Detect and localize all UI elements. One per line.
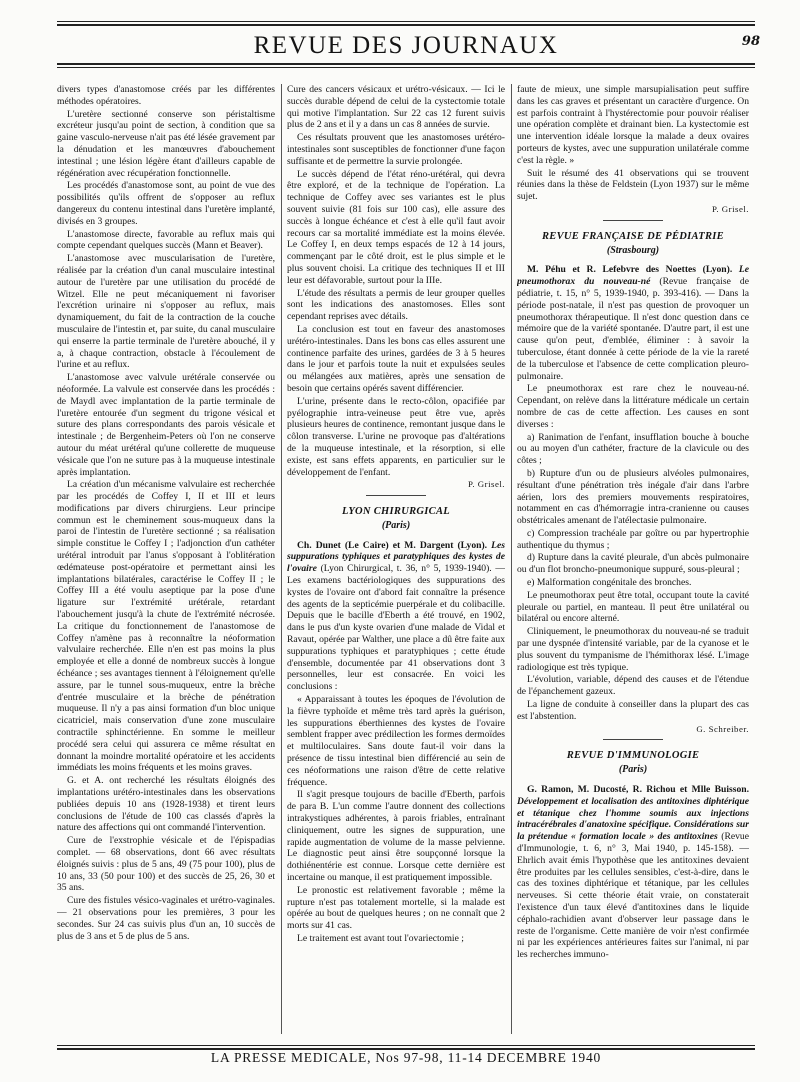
paragraph: Cure des cancers vésicaux et urétro-vésicaux. — Ici le succès durable dépend de celui de la cystectomie totale qui motive l'implantation. Sur 22 cas 12 furent suivis plus de 2 ans et il y a dans un cas 8 années de survie. <box>287 84 505 131</box>
article-title: Développement et localisation des antitoxines diphtérique et tétanique chez l'homme soumis aux injections intracérébrales d'anatoxine spécifique. Considérations sur la prétendue « formation locale » des antitoxines <box>517 795 749 843</box>
page-number: 98 <box>741 34 760 49</box>
article-citation: (Revue d'Immunologie, t. 6, n° 3, Mai 1940, p. 145-158). <box>517 831 749 855</box>
paragraph: Suit le résumé des 41 observations qui se trouvent réunies dans la thèse de Feldstein (Lyon 1937) sur le même sujet. <box>517 167 749 203</box>
header-rule-top-thick <box>57 24 755 26</box>
page-header <box>57 21 760 67</box>
article-entry <box>517 264 749 382</box>
paragraph: L'évolution, variable, dépend des causes et de l'étendue de l'épanchement gazeux. <box>517 674 749 698</box>
paragraph: La création d'un mécanisme valvulaire est recherchée par les procédés de Coffey I, II et III et leurs modifications par divers chirurgiens. Leur principe commun est le cheminement sous-muqueux dans la paroi de l'intestin de l'uretère sectionné ; sa réalisation simple constitue le Coffey I ; l'adjonction d'un cathéter urétéral introduit par l'anus s'opposant à l'oblitération œdémateuse post-opératoire et permettant ainsi les implantations bilatérales, caractérise le Coffey II ; le Coffey III a été voulu aseptique par la pose d'une ligature sur l'extrémité urétérale, retardant l'abouchement jusqu'à la chute de l'extrémité nécrosée. La critique du fonctionnement de l'anastomose de Coffey n'amène pas à reconnaître la néoformation valvulaire recherchée. Elle n'en est pas moins la plus employée et elle a donné de nombreux succès à longue échéance ; ses avantages tiennent à l'éloignement qu'elle assure, par le tunnel sous-muqueux, entre la brèche d'entrée musculaire et la brèche de pénétration muqueuse. Il n'y a pas ainsi formation d'un bloc unique cicatriciel, mais conservation d'une zone musculaire contractile sphinctérienne. En somme le meilleur procédé sera celui qui assurera ce même résultat en donnant la moindre mortalité opératoire et les accidents immédiats les moins fréquents et les moins graves. <box>57 479 275 774</box>
author-signature: P. Grisel. <box>711 203 749 214</box>
paragraph: Cure de l'exstrophie vésicale et de l'épispadias complet. — 68 observations, dont 66 avec résultats éloignés suivis : plus de 5 ans, 49 (75 pour 100), plus de 10 ans, 33 (50 pour 100) et des succès de 25, 26, 30 et 35 ans. <box>57 835 275 894</box>
paragraph: Ces résultats prouvent que les anastomoses urétéro-intestinales sont susceptibles de fonctionner d'une façon suffisante et de permettre la survie prolongée. <box>287 132 505 167</box>
journal-name: LYON CHIRURGICAL <box>342 506 450 518</box>
header-rule-top <box>57 21 755 22</box>
paragraph: d) Rupture dans la cavité pleurale, d'un abcès pulmonaire ou d'un flot broncho-pneumonique suppuré, sous-pleural ; <box>517 552 749 576</box>
paragraph: La ligne de conduite à conseiller dans la plupart des cas est l'abstention. <box>517 699 749 722</box>
article-lead: — Ehrlich avait émis l'hypothèse que les antitoxines devaient être produites par les cellules sensibles, c'est-à-dire, dans le cas des toxines diphtérique et tétanique, par les cellules nerveuses. Si cette théorie était vraie, on constaterait l'existence d'un taux élevé d'antitoxines dans le liquide céphalo-rachidien avant d'observer leur passage dans le reste de l'organisme. Cette manière de voir n'est confirmée ni par les expériences antérieures faites sur l'animal, ni par les recherches immuno- <box>517 843 749 961</box>
paragraph: Le pneumothorax peut être total, occupant toute la cavité pleurale ou partiel, en manteau. Il peut être unilatéral ou bilatéral ou encore alterné. <box>517 589 749 625</box>
section-divider <box>603 739 663 740</box>
article-citation: (Revue française de pédiatrie, t. 15, n° 5, 1939-1940, p. 393-416). <box>517 276 749 299</box>
journal-city: (Paris) <box>618 764 648 776</box>
paragraph: faute de mieux, une simple marsupialisation peut suffire dans les cas graves et présentant un caractère d'urgence. On est parfois contraint à l'hystérectomie pour pouvoir réaliser une opération complète et drainant bien. La kystectomie est une intervention idéale lorsque la malade a deux ovaires porteurs de kystes, avec une suppuration unilatérale comme c'est la règle. » <box>517 84 749 166</box>
journal-city: (Paris) <box>381 519 411 531</box>
paragraph: Le traitement est avant tout l'ovariectomie ; <box>297 932 464 944</box>
article-authors: M. Péhu et R. Lefebvre des Noettes (Lyon). <box>527 264 733 276</box>
article-citation: (Lyon Chirurgical, t. 36, n° 5, 1939-1940). <box>320 563 492 575</box>
paragraph: divers types d'anastomose créés par les différentes méthodes opératoires. <box>57 84 275 107</box>
author-signature: G. Schreiber. <box>696 723 749 734</box>
journal-section-title: REVUE DES JOURNAUX <box>253 32 559 59</box>
paragraph: L'uretère sectionné conserve son péristaltisme excréteur jusqu'au point de section, à condition que sa gaine vasculo-nerveuse n'ait pas été lésée gravement par la dénudation et les manœuvres d'abouchement intestinal ; une lésion légère étant d'ailleurs capable de régénération avec récupération fonctionnelle. <box>57 108 275 179</box>
paragraph: Cliniquement, le pneumothorax du nouveau-né se traduit par une dyspnée d'intensité variable, par de la cyanose et le plus souvent du tympanisme de l'hémithorax lésé. L'image radiologique est très typique. <box>517 626 749 673</box>
article-title: Le pneumothorax du nouveau-né <box>517 264 749 288</box>
paragraph: L'anastomose avec valvule urétérale conservée ou néoformée. La valvule est conservée dans les procédés : de Maydl avec implantation de la partie terminale de l'uretère entourée d'un segment du trigone vésical et suture des plans correspondants des parois vésicale et intestinale ; de Bergenheim-Peters où l'on ne conserve autour du méat urétéral qu'une collerette de muqueuse vésicale que l'on ne suture pas à la muqueuse intestinale après implantation. <box>57 372 275 478</box>
paragraph: « Apparaissant à toutes les époques de l'évolution de la fièvre typhoïde et même très tard après la guérison, les suppurations éberthiennes des kystes de l'ovaire semblent frapper avec prédilection les formes dermoïdes et multiloculaires. Sans doute faut-il voir dans la présence de tissu intestinal bien différencié au sein de ces néoformations une raison d'être de cette relative fréquence. <box>287 694 505 788</box>
paragraph: Le pronostic est relativement favorable ; même la rupture n'est pas totalement mortelle, si la malade est opérée au bout de quelques heures ; on ne connaît que 2 morts sur 41 cas. <box>287 884 505 932</box>
column-separator <box>281 84 282 1034</box>
journal-name: REVUE D'IMMUNOLOGIE <box>566 750 700 762</box>
column-separator <box>511 84 512 1034</box>
section-divider <box>366 495 426 496</box>
journal-city: (Strasbourg) <box>606 244 660 256</box>
paragraph: L'anastomose directe, favorable au reflux mais qui compte cependant quelques succès (Mann et Beaver). <box>57 228 275 252</box>
article-authors: G. Ramon, M. Ducosté, R. Richou et Mlle Buisson. <box>527 784 749 796</box>
paragraph: b) Rupture d'un ou de plusieurs alvéoles pulmonaires, résultant d'une pénétration très inégale d'air dans l'arbre aérien, lors des premiers mouvements respiratoires, notamment en cas d'hémorragie intra-cranienne ou causes obstétricales amenant de l'atélectasie pulmonaire. <box>517 467 749 527</box>
footer-rule-top <box>57 1045 755 1046</box>
author-signature: P. Grisel. <box>467 479 505 490</box>
article-entry <box>287 540 505 693</box>
header-rule-bottom-thin <box>57 67 755 68</box>
text-column-1 <box>57 84 275 1044</box>
article-lead: — Les examens bactériologiques des suppurations des kystes de l'ovaire ont d'abord fait connaître la présence des agents de la septicémie puerpérale et du colibacille. Depuis que le bacille d'Eberth a été trouvé, en 1902, dans le pus d'un kyste ovarien d'une malade de Vidal et Ravaut, opérée par Walther, une place a dû être faite aux suppurations typhiques et paratyphiques ; cette étude d'ensemble, documentée par 41 observations dont 3 personnelles, leur est consacrée. En voici les conclusions : <box>287 563 505 693</box>
paragraph: L'étude des résultats a permis de leur grouper quelles sont les indications des anastomoses. Elles sont cependant reprises avec détails. <box>287 287 505 323</box>
journal-name: REVUE FRANÇAISE DE PÉDIATRIE <box>541 230 724 242</box>
paragraph: c) Compression trachéale par goître ou par hypertrophie authentique du thymus ; <box>517 527 749 551</box>
article-authors: Ch. Dunet (Le Caire) et M. Dargent (Lyon). <box>297 539 488 551</box>
paragraph: Les procédés d'anastomose sont, au point de vue des possibilités qu'ils offrent de s'opposer au reflux dangereux du contenu intestinal dans l'uretère implanté, divisés en 3 groupes. <box>57 180 275 227</box>
article-title: Les suppurations typhiques et paratyphiques des kystes de l'ovaire <box>287 539 505 575</box>
publication-line: LA PRESSE MEDICALE, Nos 97-98, 11-14 DECEMBRE 1940 <box>210 1050 602 1065</box>
header-rule-bottom <box>57 63 755 65</box>
paragraph: Le pneumothorax est rare chez le nouveau-né. Cependant, on relève dans la littérature médicale un certain nombre de cas de cette affection. Les causes en sont diverses : <box>517 383 749 430</box>
paragraph: G. et A. ont recherché les résultats éloignés des implantations urétéro-intestinales dans les observations publiées depuis 10 ans (1928-1938) et tirent leurs conclusions de l'étude de 100 cas classés d'après la nature des affections qui ont commandé l'intervention. <box>57 775 275 834</box>
text-column-3 <box>517 84 749 1044</box>
text-column-2 <box>287 84 505 1044</box>
paragraph: La conclusion est tout en faveur des anastomoses urétéro-intestinales. Dans les bons cas elles assurent une continence parfaite des urines, gardées de 3 à 5 heures dans le jour et parfois toute la nuit et expulsées seules ou mélangées aux matières, après une sensation de besoin que certains opérés savent différencier. <box>287 323 505 394</box>
paragraph: Il s'agit presque toujours de bacille d'Eberth, parfois de para B. L'un comme l'autre donnent des collections intrakystiques adhérentes, à parois friables, entraînant cliniquement, outre les signes de suppuration, une rapide augmentation de volume de la masse pelvienne. Le diagnostic peut ainsi être soupçonné lorsque la dothiénentérie est connue. Lorsque cette dernière est incertaine ou manque, il est pratiquement impossible. <box>287 789 505 883</box>
article-entry <box>517 784 749 961</box>
article-lead: — Dans la période post-natale, il n'est pas question de provoquer un pneumothorax thérapeutique. Il n'est donc question dans ce mémoire que de la variété spontanée. D'autre part, il est une cause qu'on peut, d'emblée, éliminer : à savoir la tuberculose, étant donnée à cette période de la vie la rareté de la tuberculose et l'absence de cette complication pleuro-pulmonaire. <box>517 287 749 382</box>
paragraph: L'urine, présente dans le recto-côlon, opacifiée par pyélographie intra-veineuse peut être vue, après plusieurs heures de continence, remontant jusque dans le côlon transverse. L'urine ne provoque pas d'altérations de la muqueuse intestinale, et la résorption, si elle existe, est sans effets apparents, en particulier sur le développement de l'enfant. <box>287 395 505 478</box>
paragraph: Cure des fistules vésico-vaginales et urétro-vaginales. — 21 observations pour les premières, 3 pour les secondes. Sur 24 cas suivis plus d'un an, 10 succès de plus de 3 ans et 5 de plus de 5 ans. <box>57 895 275 942</box>
section-divider <box>603 220 663 221</box>
paragraph: L'anastomose avec muscularisation de l'uretère, réalisée par la création d'un canal musculaire intestinal autour de l'uretère par une utilisation du procédé de Witzel. Elle ne peut mécaniquement ni favoriser l'excrétion urinaire ni s'opposer au reflux, mais dynamiquement, du fait de la contraction de la couche musculaire de l'intestin et, par suite, du canal musculaire qui enserre la partie terminale de l'uretère abouché, il y a, à chaque contraction, obstacle à l'écoulement de l'urine et au reflux. <box>57 253 275 371</box>
paragraph: Le succès dépend de l'état réno-urétéral, qui devra être exploré, et de la technique de l'opération. La technique de Coffey avec ses variantes est le plus souvent suivie (81 fois sur 100 cas), elle assure des succès à longue échéance et c'est à elle qu'il faut avoir recours car sa mortalité immédiate est la moins élevée. Le Coffey I, en deux temps espacés de 12 à 14 jours, commençant par le côté droit, est le plus simple et le plus souvent choisi. La critique des techniques II et III leur est défavorable, surtout pour la IIIe. <box>287 168 505 286</box>
page-footer <box>57 1045 755 1073</box>
paragraph: e) Malformation congénitale des bronches. <box>527 577 692 589</box>
paragraph: a) Ranimation de l'enfant, insufflation bouche à bouche ou au moyen d'un cathéter, fracture de la clavicule ou des côtes ; <box>517 431 749 467</box>
